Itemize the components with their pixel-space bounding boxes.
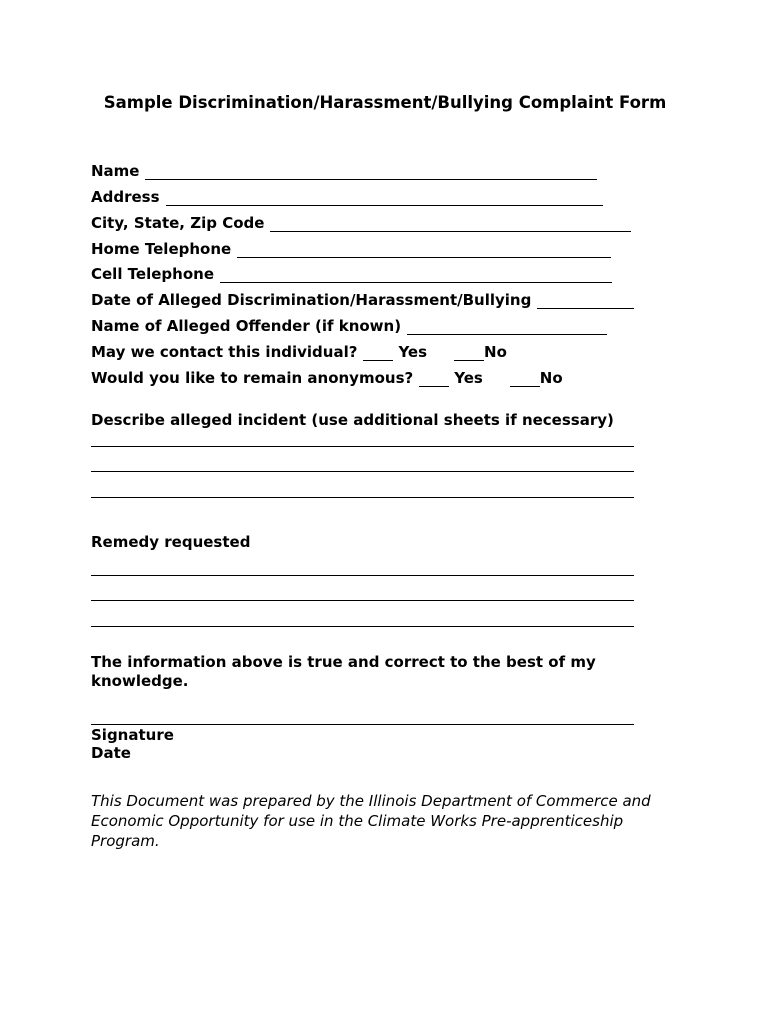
- remedy-line-3[interactable]: [91, 626, 634, 627]
- home-telephone-field[interactable]: [237, 243, 611, 258]
- contact-yes-field[interactable]: [363, 346, 393, 361]
- address-label: Address: [91, 188, 160, 206]
- name-field[interactable]: [145, 165, 597, 180]
- cell-telephone-field[interactable]: [220, 268, 612, 283]
- city-state-zip-label: City, State, Zip Code: [91, 214, 265, 232]
- anonymous-no-label: No: [539, 369, 563, 387]
- date-label: Date: [91, 744, 131, 762]
- name-label: Name: [91, 162, 140, 180]
- address-row: [91, 186, 603, 206]
- truth-statement: The information above is true and correct to the best of my knowledge.: [91, 653, 596, 690]
- contact-no-label: No: [484, 343, 507, 361]
- remedy-label: Remedy requested: [91, 533, 251, 551]
- footer-note: This Document was prepared by the Illinois Department of Commerce and Economic Opportunity for use in the Climate Works Pre-apprenticeship Program.: [91, 792, 651, 850]
- form-title: Sample Discrimination/Harassment/Bullying Complaint Form: [103, 93, 667, 112]
- incident-line-3[interactable]: [91, 497, 634, 498]
- incident-label: Describe alleged incident (use additional sheets if necessary): [91, 411, 614, 429]
- city-state-zip-row: [91, 212, 631, 232]
- signature-label: Signature: [91, 726, 174, 744]
- offender-field[interactable]: [407, 320, 607, 335]
- cell-telephone-label: Cell Telephone: [91, 265, 214, 283]
- contact-question-row: [91, 341, 507, 361]
- address-field[interactable]: [166, 191, 603, 206]
- date-alleged-row: [91, 289, 634, 309]
- anonymous-yes-field[interactable]: [419, 372, 449, 387]
- contact-question-label: May we contact this individual?: [91, 343, 358, 361]
- remedy-line-2[interactable]: [91, 600, 634, 601]
- anonymous-question-label: Would you like to remain anonymous?: [91, 369, 414, 387]
- city-state-zip-field[interactable]: [270, 217, 631, 232]
- offender-label: Name of Alleged Offender (if known): [91, 317, 402, 335]
- offender-row: [91, 315, 607, 335]
- home-telephone-label: Home Telephone: [91, 240, 232, 258]
- contact-yes-label: Yes: [398, 343, 428, 361]
- home-telephone-row: [91, 238, 611, 258]
- incident-line-2[interactable]: [91, 471, 634, 472]
- signature-line[interactable]: [91, 724, 634, 725]
- incident-line-1[interactable]: [91, 446, 634, 447]
- anonymous-yes-label: Yes: [454, 369, 483, 387]
- anonymous-no-field[interactable]: [510, 372, 540, 387]
- name-row: [91, 160, 597, 180]
- cell-telephone-row: [91, 263, 612, 283]
- contact-no-field[interactable]: [454, 346, 484, 361]
- date-alleged-field[interactable]: [537, 294, 634, 309]
- anonymous-question-row: [91, 367, 563, 387]
- date-alleged-label: Date of Alleged Discrimination/Harassment/Bullying: [91, 291, 532, 309]
- remedy-line-1[interactable]: [91, 575, 634, 576]
